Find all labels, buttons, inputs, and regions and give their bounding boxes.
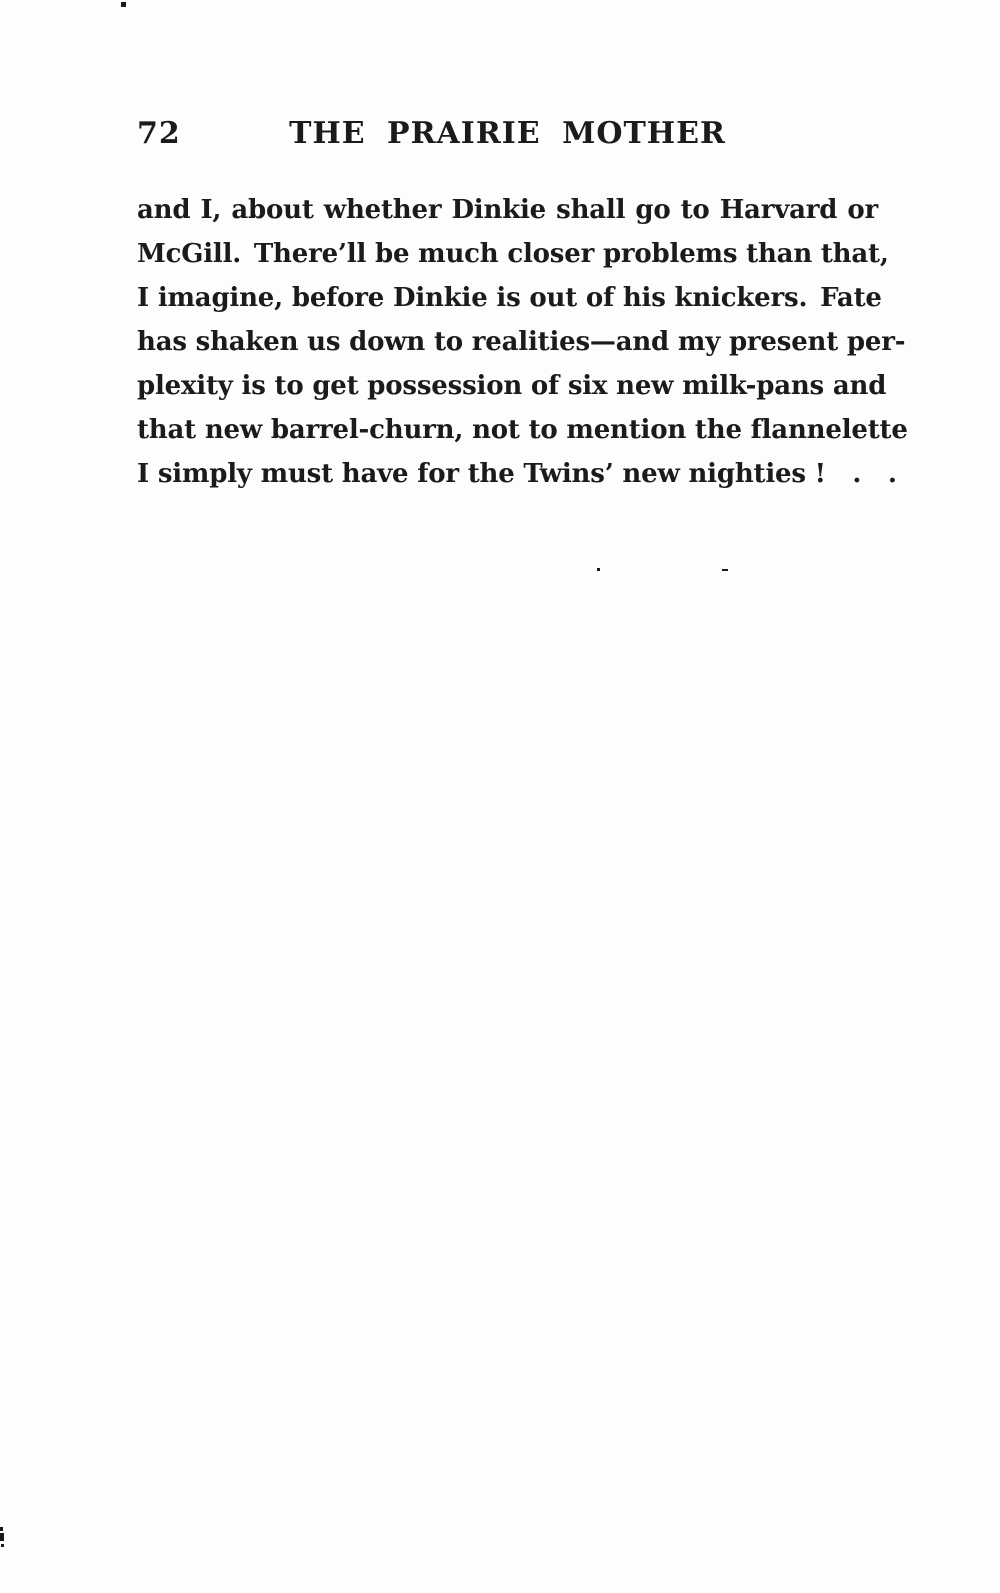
- scan-artifact-mid-dot: [597, 568, 600, 571]
- running-title: THE PRAIRIE MOTHER: [289, 116, 726, 151]
- text-line: I simply must have for the Twins’ new nighties ! . .: [137, 459, 897, 489]
- body-paragraph: [137, 188, 908, 496]
- page-number: 72: [137, 116, 181, 151]
- scan-artifact-edge-mark: [0, 1527, 3, 1531]
- text-line: I imagine, before Dinkie is out of his knickers. Fate: [137, 283, 882, 313]
- scan-artifact-edge-mark: [0, 1533, 4, 1541]
- text-line: has shaken us down to realities—and my present per-: [137, 327, 906, 357]
- text-line: that new barrel-churn, not to mention the flannelette: [137, 415, 908, 445]
- text-line: McGill. There’ll be much closer problems than that,: [137, 239, 889, 269]
- scan-artifact-edge-mark: [1, 1544, 4, 1547]
- running-header: [137, 112, 878, 156]
- text-line: plexity is to get possession of six new milk-pans and: [137, 371, 887, 401]
- scan-artifact-mid-dash: [722, 569, 728, 571]
- scan-artifact-top-dot: [121, 2, 126, 7]
- text-line: and I, about whether Dinkie shall go to Harvard or: [137, 195, 878, 225]
